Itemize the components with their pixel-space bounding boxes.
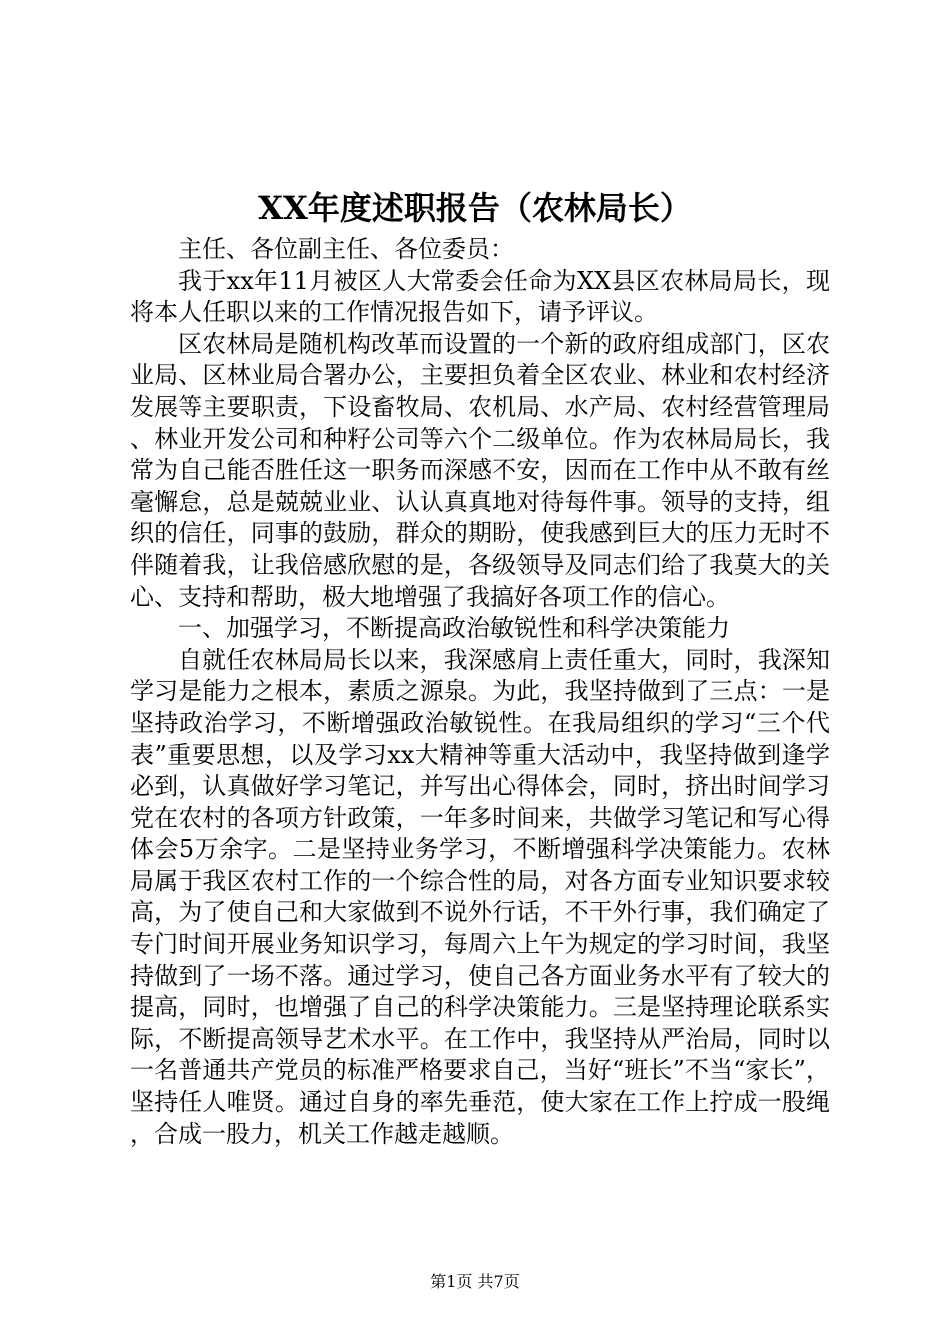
intro-paragraph: 我于xx年11月被区人大常委会任命为XX县区农林局局长，现将本人任职以来的工作情况报告如下，请予评议。 <box>130 266 830 327</box>
salutation-paragraph: 主任、各位副主任、各位委员： <box>178 235 514 263</box>
page-number-footer: 第1页 共7页 <box>430 1272 520 1291</box>
document-body <box>130 234 830 1150</box>
document-title: XX年度述职报告（农林局长） <box>258 189 692 227</box>
department-overview-paragraph: 区农林局是随机构改革而设置的一个新的政府组成部门，区农业局、区林业局合署办公，主要担负着全区农业、林业和农村经济发展等主要职责，下设畜牧局、农机局、水产局、农村经营管理局、林业开发公司和种籽公司等六个二级单位。作为农林局局长，我常为自己能否胜任这一职务而深感不安，因而在工作中从不敢有丝毫懈怠，总是兢兢业业、认认真真地对待每件事。领导的支持，组织的信任，同事的鼓励，群众的期盼，使我感到巨大的压力无时不伴随着我，让我倍感欣慰的是，各级领导及同志们给了我莫大的关心、支持和帮助，极大地增强了我搞好各项工作的信心。 <box>130 329 830 611</box>
section-heading-1: 一、加强学习，不断提高政治敏锐性和科学决策能力 <box>178 614 730 643</box>
study-paragraph: 自就任农林局局长以来，我深感肩上责任重大，同时，我深知学习是能力之根本，素质之源泉。为此，我坚持做到了三点：一是坚持政治学习，不断增强政治敏锐性。在我局组织的学习“三个代表”重要思想，以及学习xx大精神等重大活动中，我坚持做到逢学必到，认真做好学习笔记，并写出心得体会，同时，挤出时间学习党在农村的各项方针政策，一年多时间来，共做学习笔记和写心得体会5万余字。二是坚持业务学习，不断增强科学决策能力。农林局属于我区农村工作的一个综合性的局，对各方面专业知识要求较高，为了使自己和大家做到不说外行话，不干外行事，我们确定了专门时间开展业务知识学习，每周六上午为规定的学习时间，我坚持做到了一场不落。通过学习，使自己各方面业务水平有了较大的提高，同时，也增强了自己的科学决策能力。三是坚持理论联系实际，不断提高领导艺术水平。在工作中，我坚持从严治局，同时以一名普通共产党员的标准严格要求自己，当好“班长”不当“家长”，坚持任人唯贤。通过自身的率先垂范，使大家在工作上拧成一股绳，合成一股力，机关工作越走越顺。 <box>130 645 830 1148</box>
